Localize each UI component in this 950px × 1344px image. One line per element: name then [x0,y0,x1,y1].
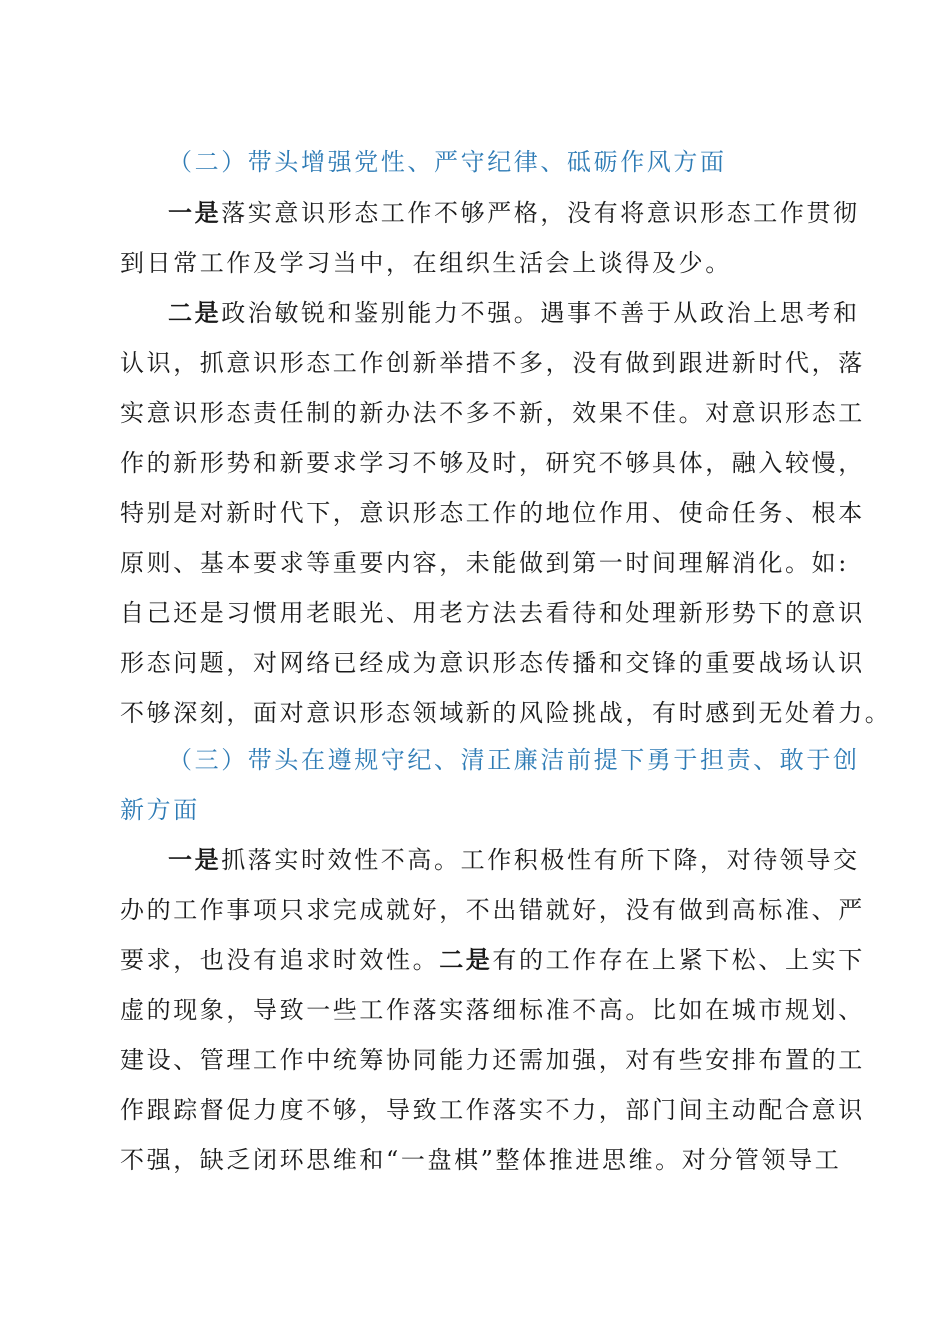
paragraph-line: 办的工作事项只求完成就好，不出错就好，没有做到高标准、严 [120,896,865,924]
paragraph-line: 不强，缺乏闭环思维和“一盘棋”整体推进思维。对分管领导工 [120,1146,842,1174]
body-text: 有的工作存在上紧下松、上实下 [492,946,865,974]
paragraph-line: 原则、基本要求等重要内容，未能做到第一时间理解消化。如: [120,549,849,577]
body-text: 落实意识形态工作不够严格，没有将意识形态工作贯彻 [221,199,860,227]
body-text: 要求，也没有追求时效性。 [120,946,440,974]
paragraph-line [168,288,860,338]
section-heading-3: （三）带头在遵规守纪、清正廉洁前提下勇于担责、敢于创 [168,746,860,774]
paragraph-line: 自己还是习惯用老眼光、用老方法去看待和处理新形势下的意识 [120,599,865,627]
body-text: 抓落实时效性不高。工作积极性有所下降，对待领导交 [221,846,860,874]
paragraph-line: 形态问题，对网络已经成为意识形态传播和交锋的重要战场认识 [120,649,865,677]
lead-text: 二是 [168,298,222,327]
paragraph-line [120,935,865,985]
paragraph-line: 特别是对新时代下，意识形态工作的地位作用、使命任务、根本 [120,499,865,527]
lead-text: 二是 [439,945,493,974]
paragraph-line [168,188,860,238]
paragraph-line: 作的新形势和新要求学习不够及时，研究不够具体，融入较慢， [120,449,865,477]
paragraph-line [168,835,860,885]
section-heading-3-cont: 新方面 [120,796,200,824]
section-heading-2: （二）带头增强党性、严守纪律、砥砺作风方面 [168,148,727,176]
body-text: 政治敏锐和鉴别能力不强。遇事不善于从政治上思考和 [221,299,860,327]
paragraph-line: 认识，抓意识形态工作创新举措不多，没有做到跟进新时代，落 [120,349,865,377]
paragraph-line: 虚的现象，导致一些工作落实落细标准不高。比如在城市规划、 [120,996,865,1024]
paragraph-line: 实意识形态责任制的新办法不多不新，效果不佳。对意识形态工 [120,399,865,427]
paragraph-line: 建设、管理工作中统筹协同能力还需加强，对有些安排布置的工 [120,1046,865,1074]
paragraph-line: 到日常工作及学习当中，在组织生活会上谈得及少。 [120,249,732,277]
lead-text: 一是 [168,198,222,227]
paragraph-line: 作跟踪督促力度不够，导致工作落实不力，部门间主动配合意识 [120,1096,865,1124]
paragraph-line: 不够深刻，面对意识形态领域新的风险挑战，有时感到无处着力。 [120,699,892,727]
lead-text: 一是 [168,845,222,874]
